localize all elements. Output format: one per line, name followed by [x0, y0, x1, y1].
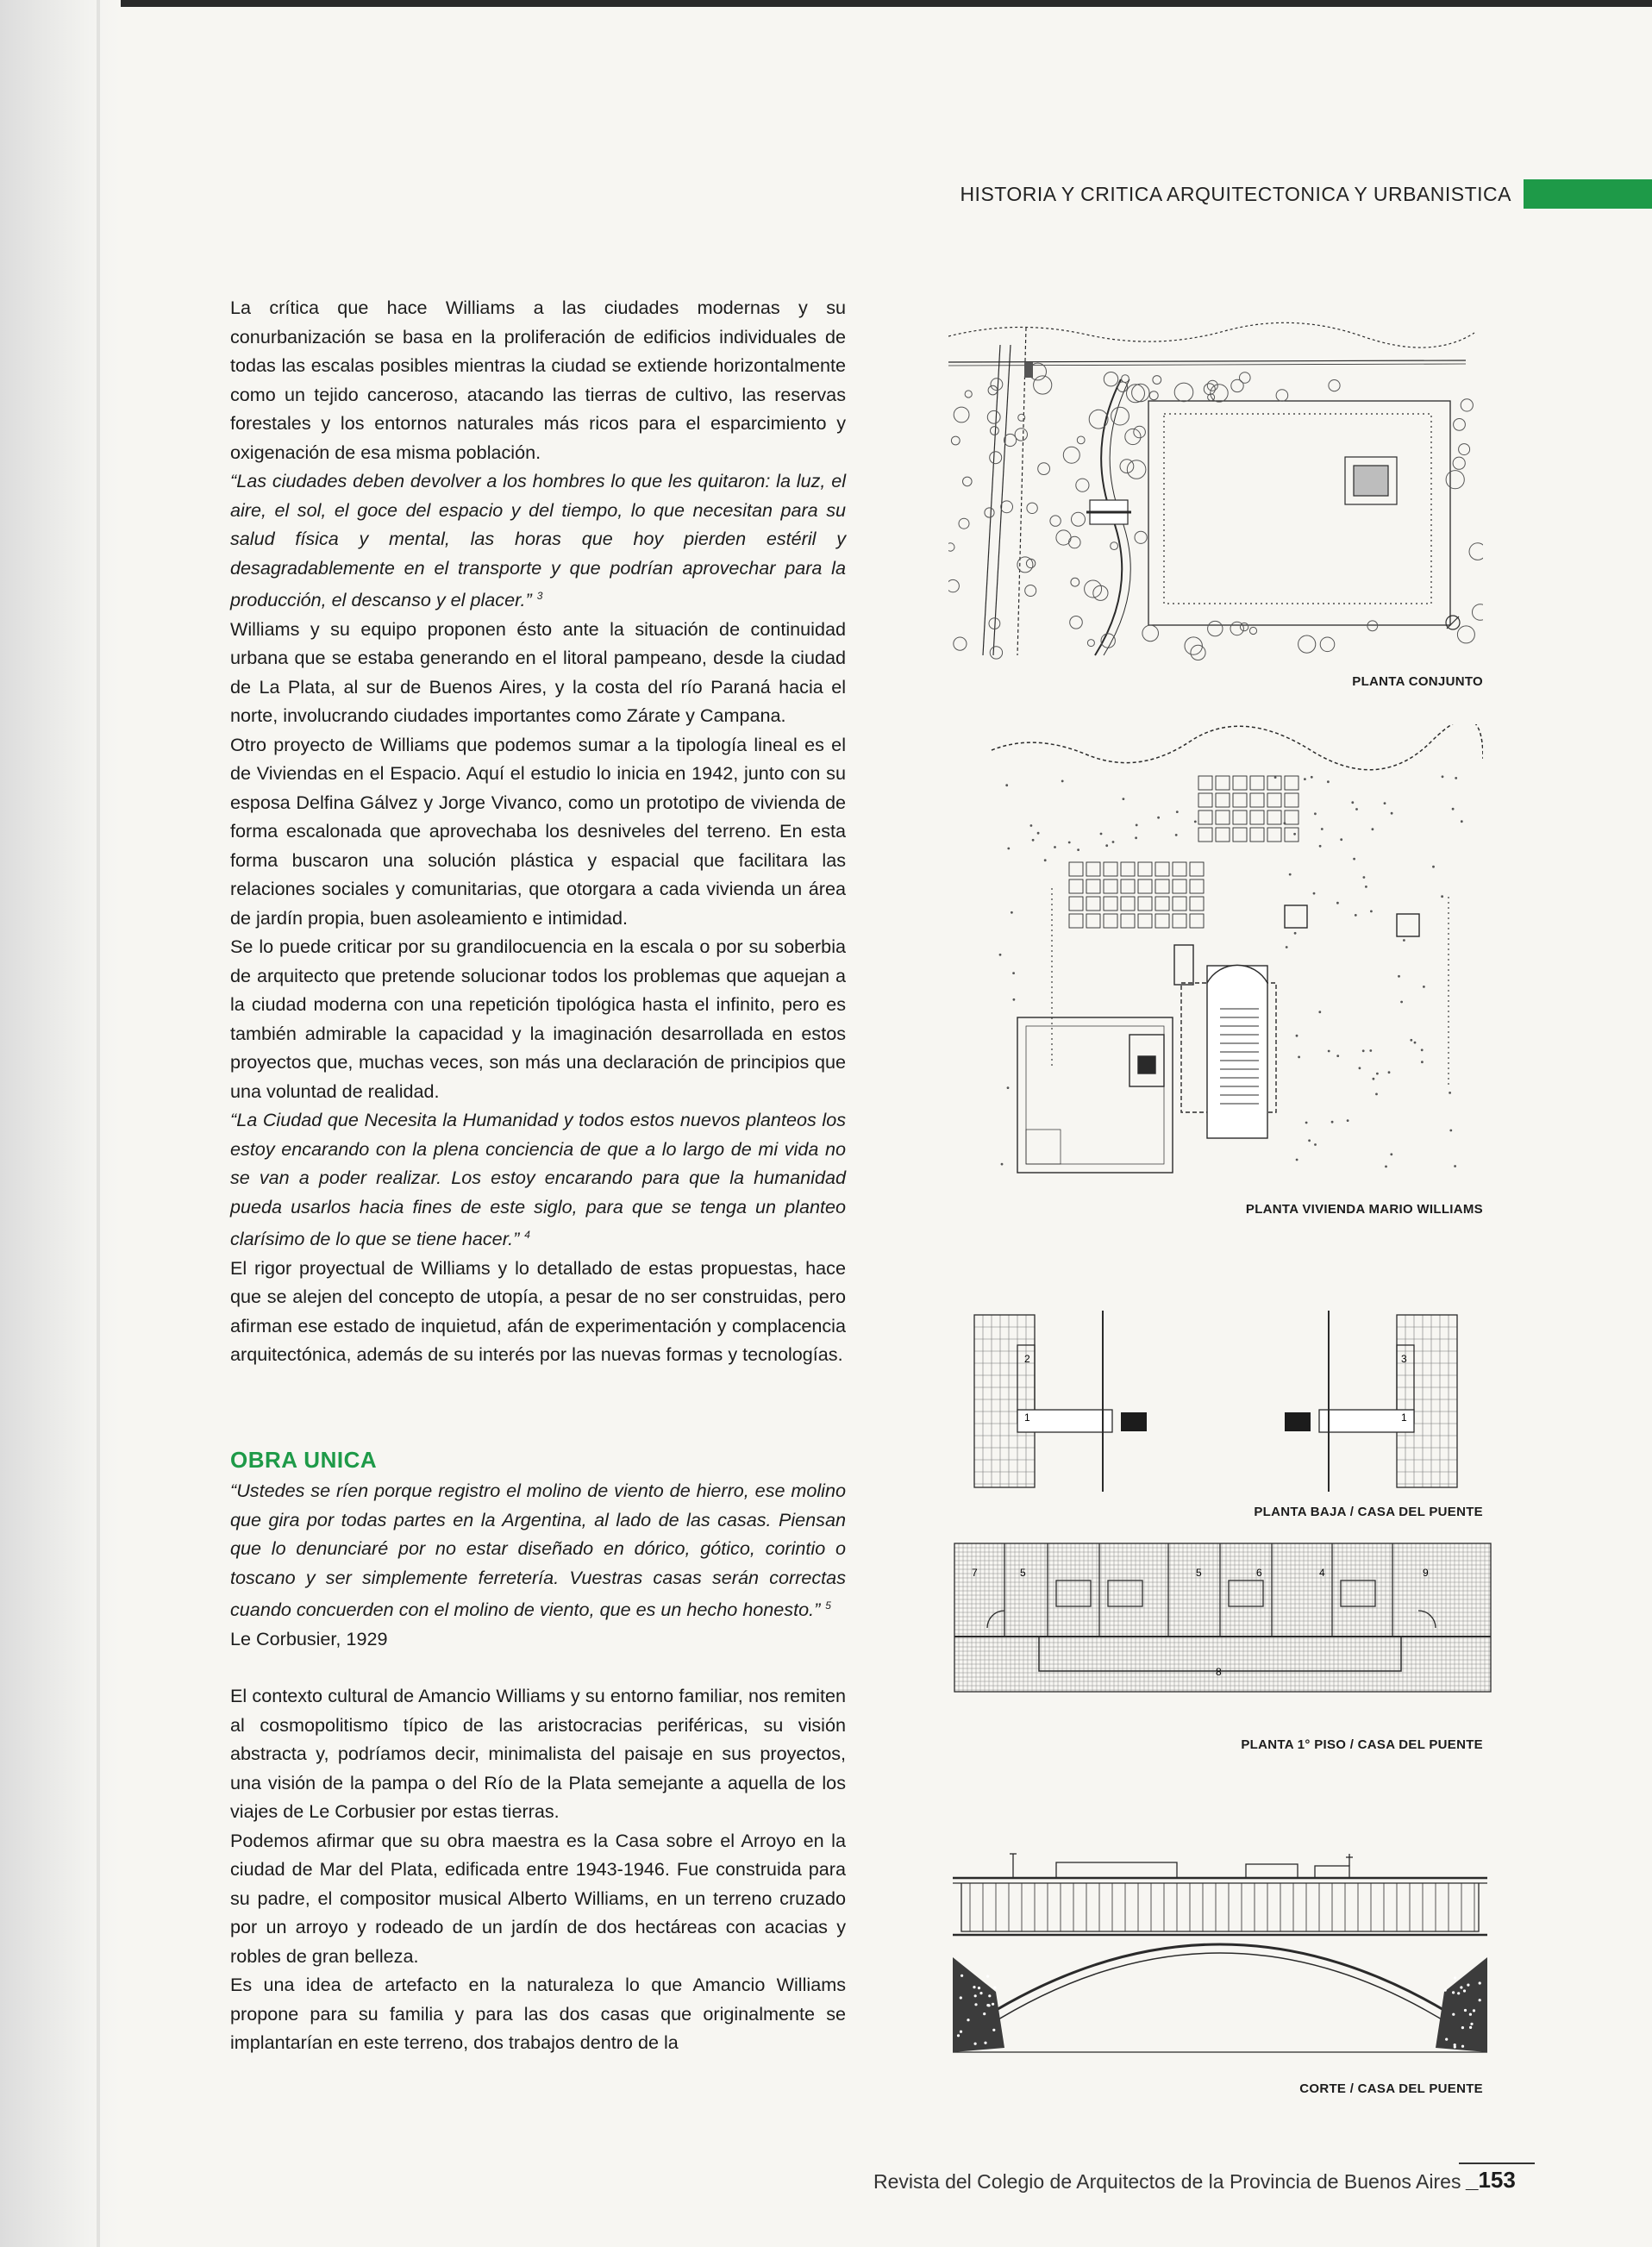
paragraph: Podemos afirmar que su obra maestra es la Casa sobre el Arroyo en la ciudad de Mar del Plata, edificada entre 1943-1946. Fue construida para su padre, el compositor musical Alberto Williams, en un terreno cruzado por un arroyo y rodeado de un jardín de dos hectáreas con acacias y robles de gran belleza. [230, 1829, 846, 1967]
figure-caption: CORTE / CASA DEL PUENTE [1299, 2081, 1483, 2096]
room-number: 1 [1401, 1411, 1407, 1424]
paragraph: Es una idea de artefacto en la naturaleza lo que Amancio Williams propone para su familia y para las dos casas que originalmente se implantarían en este terreno, dos trabajos dentro de la [230, 1974, 846, 2054]
figure-caption: PLANTA BAJA / CASA DEL PUENTE [1254, 1505, 1483, 1519]
footnote-ref: 4 [524, 1229, 530, 1242]
section-header: HISTORIA Y CRITICA ARQUITECTONICA Y URBANISTICA [960, 183, 1511, 205]
room-number: 7 [972, 1567, 978, 1579]
gutter-fold [97, 0, 100, 2247]
house-plan-drawing [983, 724, 1483, 1190]
section-subheading: OBRA UNICA [230, 1447, 378, 1473]
first-floor-plan [953, 1542, 1492, 1693]
article-column-top [230, 293, 846, 1369]
pier-block [1121, 1412, 1147, 1431]
paragraph: El rigor proyectual de Williams y lo detallado de estas propuestas, hace que se alejen del concepto de utopía, a pesar de no ser construidas, pero afirman ese estado de inquietud, afán de experimentación y complacencia arquitectónica, además de su interés por las nuevas formas y tecnologías. [230, 1256, 846, 1366]
room-number: 6 [1256, 1567, 1262, 1579]
journal-footer: Revista del Colegio de Arquitectos de la Provincia de Buenos Aires [873, 2170, 1461, 2193]
page-number-rule [1459, 2163, 1535, 2164]
room-number: 8 [1216, 1666, 1222, 1678]
footnote-ref: 3 [536, 590, 543, 602]
pier-block [1285, 1412, 1311, 1431]
ground-floor-plan [957, 1311, 1474, 1496]
paragraph: Otro proyecto de Williams que podemos sumar a la tipología lineal es el de Viviendas en el Espacio. Aquí el estudio lo inicia en 1942, junto con su esposa Delfina Gálvez y Jorge Vivanco, como un prototipo de vivienda de forma escalonada que aprovechaba los desniveles del terreno. En esta forma buscaron una solución plástica y espacial que facilitara las relaciones sociales y comunitarias, que otorgara a cada vivienda un área de jardín propia, buen asoleamiento e intimidad. [230, 733, 846, 929]
paragraph: Williams y su equipo proponen ésto ante la situación de continuidad urbana que se estaba generando en el litoral pampeano, desde la ciudad de La Plata, al sur de Buenos Aires, y la costa del río Paraná hacia el norte, involucrando ciudades importantes como Zárate y Campana. [230, 617, 846, 727]
room-number: 5 [1020, 1567, 1026, 1579]
room-number: 3 [1401, 1353, 1407, 1365]
figure-caption: PLANTA 1° PISO / CASA DEL PUENTE [1241, 1737, 1483, 1752]
epigraph: “Ustedes se ríen porque registro el molino de viento de hierro, ese molino que gira por todas partes en la Argentina, al lado de las casas. Piensan que lo denunciaré por no estar diseñado en dórico, gótico, corintio o toscano y ser simplemente ferretería. Vuestras casas serán correctas cuando concuerden con el molino de viento, que es un hecho honesto.” $^5$ [230, 1480, 846, 1621]
paragraph: El contexto cultural de Amancio Williams y su entorno familiar, nos remiten al cosmopolitismo típico de las aristocracias periféricas, su visión abstracta y, podríamos decir, minimalista del paisaje en sus proyectos, una visión de la pampa o del Río de la Plata semejante a aquella de los viajes de Le Corbusier por estas tierras. [230, 1685, 846, 1823]
room-number: 2 [1024, 1353, 1030, 1365]
section-drawing [953, 1845, 1487, 2061]
footnote-ref: 5 [825, 1599, 831, 1612]
page-number: _153 [1466, 2167, 1516, 2193]
quote: “La Ciudad que Necesita la Humanidad y todos estos nuevos planteos los estoy encarando con la plena conciencia de que a lo largo de mi vida no se van a poder realizar. Los estoy encarando para que la humanidad pueda usarlos hacia fines de este siglo, para que se tenga un planteo clarísimo de lo que se tiene hacer.” $^4$ [230, 1109, 846, 1250]
top-rule [0, 0, 1652, 7]
paragraph: Se lo puede criticar por su grandilocuencia en la escala o por su soberbia de arquitecto que pretende solucionar todos los problemas que aquejan a la ciudad moderna con una repetición tipológica hasta el infinito, pero es también admirable la capacidad y la imaginación desarrollada en estos proyectos que, muchas veces, son más una declaración de principios que una voluntad de realidad. [230, 936, 846, 1102]
paragraph: La crítica que hace Williams a las ciudades modernas y su conurbanización se basa en la proliferación de edificios individuales de todas las escalas posibles mientras la ciudad se extiende horizontalmente como un tejido canceroso, atacando las tierras de cultivo, las reservas forestales y los entornos naturales más ricos para el esparcimiento y oxigenación de esa misma población. [230, 297, 846, 463]
quote: “Las ciudades deben devolver a los hombres lo que les quitaron: la luz, el aire, el sol, el goce del espacio y del tiempo, lo que necesitan para su salud física y mental, las horas que hoy pierden estéril y desagradablemente en el transporte y que podrían aprovechar para la producción, el descanso y el placer.” $^3$ [230, 470, 846, 611]
article-column-bottom [230, 1476, 846, 2057]
page-gutter-shadow [0, 0, 121, 2247]
figure-caption: PLANTA CONJUNTO [1352, 674, 1483, 689]
site-plan-drawing [948, 310, 1483, 664]
section-accent-bar [1524, 179, 1652, 209]
room-number: 4 [1319, 1567, 1325, 1579]
room-number: 9 [1423, 1567, 1429, 1579]
room-number: 5 [1196, 1567, 1202, 1579]
room-number: 1 [1024, 1411, 1030, 1424]
figure-caption: PLANTA VIVIENDA MARIO WILLIAMS [1245, 1202, 1483, 1217]
epigraph-attribution: Le Corbusier, 1929 [230, 1627, 388, 1649]
